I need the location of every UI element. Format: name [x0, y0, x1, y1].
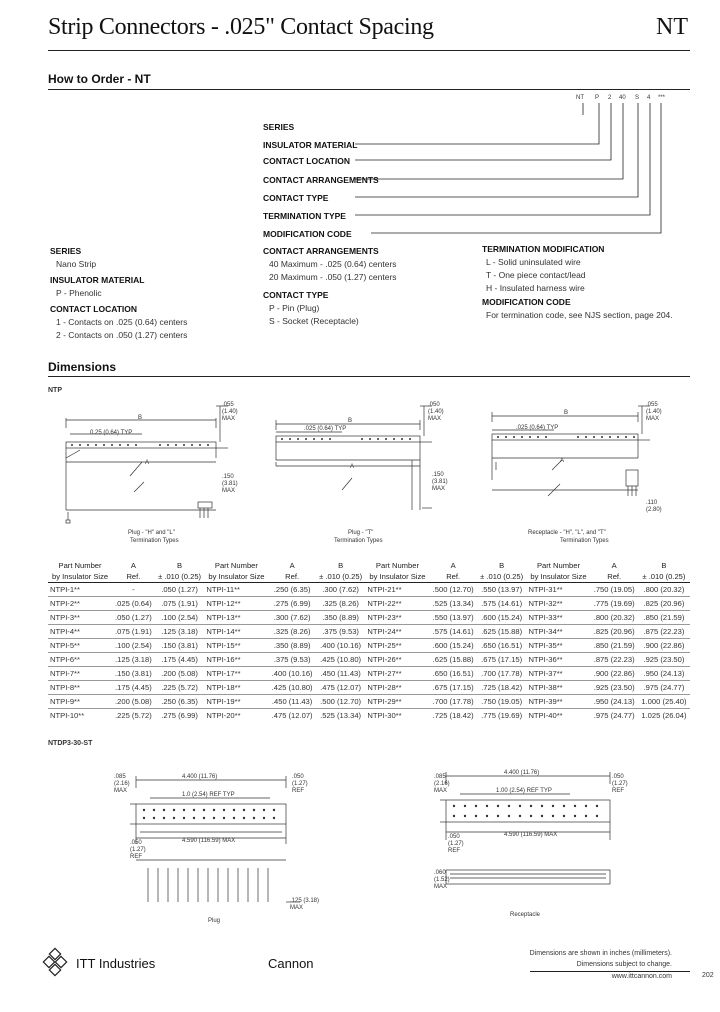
plug-hl-side: .150 (3.81) MAX: [222, 474, 238, 494]
table-cell: .900 (22.86): [591, 667, 638, 681]
itt-logo-icon: [42, 948, 72, 978]
plug-hl-caption-2: Termination Types: [130, 538, 179, 544]
title-rule: [48, 50, 690, 51]
table-cell: .750 (19.05): [591, 583, 638, 597]
table-cell: .725 (18.42): [429, 709, 476, 723]
table-cell: .300 (7.62): [316, 583, 366, 597]
table-cell: .675 (17.15): [429, 681, 476, 695]
ntdp-plug-pitch: 1.0 (2.54) REF TYP: [182, 792, 235, 798]
table-cell: NTPI-24**: [365, 625, 429, 639]
ntdp-receptacle-caption: Receptacle: [510, 912, 541, 918]
table-cell: .200 (5.08): [155, 667, 205, 681]
table-cell: .575 (14.61): [429, 625, 476, 639]
table-row: [48, 709, 690, 723]
footer-url[interactable]: www.ittcannon.com: [611, 973, 672, 980]
table-cell: .100 (2.54): [155, 611, 205, 625]
table-cell: NTPI-6**: [48, 653, 112, 667]
table-cell: NTPI-34**: [526, 625, 590, 639]
table-cell: NTPI-19**: [204, 695, 268, 709]
table-cell: .025 (0.64): [112, 597, 155, 611]
table-row: [48, 597, 690, 611]
table-cell: NTPI-11**: [204, 583, 268, 597]
plug-hl-drawing: [60, 400, 240, 548]
footer-note-2: Dimensions subject to change.: [576, 961, 672, 968]
table-cell: NTPI-28**: [365, 681, 429, 695]
order-right-column: [482, 244, 692, 320]
plug-hl-caption-1: Plug - "H" and "L": [128, 530, 175, 536]
ntdp-plug-drawing: [110, 760, 340, 930]
series-code: NT: [656, 14, 688, 40]
contact-type-heading: CONTACT TYPE: [263, 290, 329, 300]
table-cell: NTPI-9**: [48, 695, 112, 709]
table-cell: NTPI-3**: [48, 611, 112, 625]
dimensions-heading: Dimensions: [48, 360, 117, 374]
ntp-label: NTP: [48, 387, 62, 394]
plug-t-caption-1: Plug - "T": [348, 530, 374, 536]
table-cell: .150 (3.81): [112, 667, 155, 681]
series-value: Nano Strip: [56, 259, 97, 269]
table-cell: .325 (8.26): [316, 597, 366, 611]
insulator-value: P - Phenolic: [56, 288, 102, 298]
ntdp-plug-caption: Plug: [208, 918, 221, 924]
table-cell: NTPI-29**: [365, 695, 429, 709]
table-cell: .550 (13.97): [477, 583, 527, 597]
table-cell: NTPI-7**: [48, 667, 112, 681]
table-cell: .850 (21.59): [638, 611, 690, 625]
plug-t-height: .050 (1.40) MAX: [428, 402, 444, 422]
col-header: Part Number by Insulator Size: [48, 560, 112, 583]
modification-code-note: For termination code, see NJS section, page 204.: [486, 310, 673, 320]
ntdp-receptacle-max-len: 4.590 (116.59) MAX: [504, 832, 558, 838]
code-part-arrangement: 40: [619, 95, 626, 101]
table-cell: NTPI-14**: [204, 625, 268, 639]
col-header: Part Number by Insulator Size: [204, 560, 268, 583]
table-cell: .100 (2.54): [112, 639, 155, 653]
table-cell: .950 (24.13): [638, 667, 690, 681]
table-cell: NTPI-1**: [48, 583, 112, 597]
table-cell: NTPI-16**: [204, 653, 268, 667]
table-cell: .525 (13.34): [429, 597, 476, 611]
table-cell: NTPI-10**: [48, 709, 112, 723]
table-cell: .650 (16.51): [429, 667, 476, 681]
ntdp-receptacle-drawing: [420, 760, 650, 930]
arrangements-heading: CONTACT ARRANGEMENTS: [263, 246, 379, 256]
location-option-2: 2 - Contacts on .050 (1.27) centers: [56, 330, 188, 340]
plug-hl-b-label: B: [138, 415, 143, 421]
table-cell: .450 (11.43): [268, 695, 315, 709]
col-header: A Ref.: [268, 560, 315, 583]
table-cell: .750 (19.05): [477, 695, 527, 709]
table-cell: NTPI-20**: [204, 709, 268, 723]
table-cell: .500 (12.70): [316, 695, 366, 709]
table-cell: .900 (22.86): [638, 639, 690, 653]
order-label-insulator: INSULATOR MATERIAL: [263, 140, 358, 150]
page-number: 202: [702, 972, 714, 979]
order-left-column: [50, 246, 260, 340]
table-cell: .425 (10.80): [268, 681, 315, 695]
plug-hl-a-label: A: [145, 460, 150, 466]
code-part-material: P: [595, 95, 600, 101]
code-part-nt: NT: [576, 95, 584, 101]
table-cell: .075 (1.91): [155, 597, 205, 611]
how-to-order-heading: How to Order - NT: [48, 72, 151, 86]
drawing-plug-t: [272, 400, 462, 548]
table-cell: .725 (18.42): [477, 681, 527, 695]
code-part-contact-type: S: [635, 95, 640, 101]
termination-mod-heading: TERMINATION MODIFICATION: [482, 244, 605, 254]
footer-rule: [530, 971, 690, 972]
table-cell: .125 (3.18): [155, 625, 205, 639]
table-cell: NTPI-21**: [365, 583, 429, 597]
brand-name: ITT Industries: [76, 956, 156, 971]
ntdp-receptacle-pitch: 1.00 (2.54) REF TYP: [496, 788, 552, 794]
receptacle-caption-2: Termination Types: [560, 538, 609, 544]
order-rule: [48, 89, 690, 90]
table-cell: .250 (6.35): [268, 583, 315, 597]
table-cell: .175 (4.45): [112, 681, 155, 695]
ntdp-plug-left-dim: .085 (2.16) MAX: [114, 774, 130, 794]
series-heading: SERIES: [50, 246, 82, 256]
termination-mod-option-2: T - One piece contact/lead: [486, 270, 586, 280]
order-label-location: CONTACT LOCATION: [263, 156, 351, 166]
cannon-brand: Cannon: [268, 956, 314, 971]
table-cell: .350 (8.89): [268, 639, 315, 653]
table-cell: .800 (20.32): [638, 583, 690, 597]
table-row: [48, 625, 690, 639]
col-header: A Ref.: [112, 560, 155, 583]
receptacle-caption-1: Receptacle - "H", "L", and "T": [528, 530, 606, 536]
ntdp-plug-right-dim: .050 (1.27) REF: [292, 774, 308, 794]
table-cell: NTPI-5**: [48, 639, 112, 653]
table-cell: .475 (12.07): [268, 709, 315, 723]
ntdp-receptacle-right-dim: .050 (1.27) REF: [612, 774, 628, 794]
table-cell: .150 (3.81): [155, 639, 205, 653]
table-cell: .525 (13.34): [316, 709, 366, 723]
table-cell: NTPI-39**: [526, 695, 590, 709]
plug-t-pitch: .025 (0.64) TYP: [304, 426, 347, 432]
table-cell: .600 (15.24): [477, 611, 527, 625]
table-cell: .975 (24.77): [591, 709, 638, 723]
table-row: [48, 667, 690, 681]
table-cell: .325 (8.26): [268, 625, 315, 639]
table-row: [48, 681, 690, 695]
col-header: B ± .010 (0.25): [477, 560, 527, 583]
table-cell: .500 (12.70): [429, 583, 476, 597]
table-row: [48, 639, 690, 653]
table-cell: NTPI-36**: [526, 653, 590, 667]
plug-t-b-label: B: [348, 418, 353, 424]
insulator-heading: INSULATOR MATERIAL: [50, 275, 145, 285]
table-cell: .650 (16.51): [477, 639, 527, 653]
ntdp-label: NTDP3-30-ST: [48, 740, 93, 747]
code-part-termination: 4: [647, 95, 651, 101]
table-row: [48, 695, 690, 709]
table-cell: NTPI-31**: [526, 583, 590, 597]
order-label-termination: TERMINATION TYPE: [263, 211, 346, 221]
table-cell: .775 (19.69): [591, 597, 638, 611]
table-cell: NTPI-33**: [526, 611, 590, 625]
order-code-diagram: [263, 95, 693, 245]
plug-hl-pitch: 0.25 (0.64) TYP: [90, 430, 133, 436]
table-cell: .875 (22.23): [638, 625, 690, 639]
table-cell: .600 (15.24): [429, 639, 476, 653]
table-cell: .775 (19.69): [477, 709, 527, 723]
table-cell: 1.025 (26.04): [638, 709, 690, 723]
order-middle-column: [263, 246, 473, 326]
table-cell: NTPI-32**: [526, 597, 590, 611]
order-label-arrangements: CONTACT ARRANGEMENTS: [263, 175, 379, 185]
drawing-plug-hl: [60, 400, 240, 548]
table-cell: .375 (9.53): [316, 625, 366, 639]
col-header: Part Number by Insulator Size: [365, 560, 429, 583]
order-label-modification: MODIFICATION CODE: [263, 229, 352, 239]
receptacle-side: .110 (2.80): [646, 500, 662, 513]
receptacle-height: .055 (1.40) MAX: [646, 402, 662, 422]
table-cell: .400 (10.16): [268, 667, 315, 681]
table-cell: 1.000 (25.40): [638, 695, 690, 709]
order-leader-lines: [263, 95, 693, 245]
table-cell: .975 (24.77): [638, 681, 690, 695]
col-header: B ± .010 (0.25): [638, 560, 690, 583]
table-cell: .075 (1.91): [112, 625, 155, 639]
table-cell: NTPI-2**: [48, 597, 112, 611]
ntdp-receptacle-left-dim: .085 (2.16) MAX: [434, 774, 450, 794]
col-header: A Ref.: [591, 560, 638, 583]
table-cell: NTPI-22**: [365, 597, 429, 611]
table-cell: .300 (7.62): [268, 611, 315, 625]
table-cell: .050 (1.27): [112, 611, 155, 625]
ntdp-plug-max-len: 4.590 (116.59) MAX: [182, 838, 236, 844]
table-cell: .425 (10.80): [316, 653, 366, 667]
ntdp-plug-overall: 4.400 (11.76): [182, 774, 218, 780]
col-header: Part Number by Insulator Size: [526, 560, 590, 583]
arrangement-option-1: 40 Maximum - .025 (0.64) centers: [269, 259, 397, 269]
table-cell: .925 (23.50): [638, 653, 690, 667]
table-row: [48, 611, 690, 625]
table-cell: .175 (4.45): [155, 653, 205, 667]
table-cell: .275 (6.99): [155, 709, 205, 723]
termination-mod-option-3: H - Insulated harness wire: [486, 283, 585, 293]
table-cell: NTPI-23**: [365, 611, 429, 625]
table-cell: .825 (20.96): [638, 597, 690, 611]
table-cell: .950 (24.13): [591, 695, 638, 709]
itt-logo: [42, 948, 72, 978]
modification-code-heading: MODIFICATION CODE: [482, 297, 571, 307]
table-cell: NTPI-13**: [204, 611, 268, 625]
dimensions-rule: [48, 376, 690, 377]
table-cell: NTPI-17**: [204, 667, 268, 681]
col-header: B ± .010 (0.25): [155, 560, 205, 583]
table-cell: .200 (5.08): [112, 695, 155, 709]
receptacle-pitch: .025 (0.64) TYP: [516, 425, 559, 431]
code-part-modification: ***: [658, 95, 666, 101]
table-cell: .625 (15.88): [429, 653, 476, 667]
table-cell: .675 (17.15): [477, 653, 527, 667]
table-cell: NTPI-4**: [48, 625, 112, 639]
table-cell: .400 (10.16): [316, 639, 366, 653]
table-cell: .125 (3.18): [112, 653, 155, 667]
table-row: [48, 583, 690, 597]
col-header: B ± .010 (0.25): [316, 560, 366, 583]
plug-t-caption-2: Termination Types: [334, 538, 383, 544]
table-cell: .250 (6.35): [155, 695, 205, 709]
contact-type-option-1: P - Pin (Plug): [269, 303, 320, 313]
table-cell: .050 (1.27): [155, 583, 205, 597]
termination-mod-option-1: L - Solid uninsulated wire: [486, 257, 581, 267]
table-cell: NTPI-37**: [526, 667, 590, 681]
table-cell: .225 (5.72): [112, 709, 155, 723]
ntdp-receptacle-bottom-left: .050 (1.27) REF: [448, 834, 464, 854]
table-cell: .275 (6.99): [268, 597, 315, 611]
table-cell: .800 (20.32): [591, 611, 638, 625]
col-header: A Ref.: [429, 560, 476, 583]
contact-type-option-2: S - Socket (Receptacle): [269, 316, 359, 326]
receptacle-b-label: B: [564, 410, 569, 416]
table-row: [48, 653, 690, 667]
table-cell: NTPI-30**: [365, 709, 429, 723]
table-cell: NTPI-8**: [48, 681, 112, 695]
table-cell: NTPI-25**: [365, 639, 429, 653]
page-title: Strip Connectors - .025" Contact Spacing: [48, 14, 434, 40]
table-cell: .225 (5.72): [155, 681, 205, 695]
table-cell: .550 (13.97): [429, 611, 476, 625]
table-cell: NTPI-40**: [526, 709, 590, 723]
plug-hl-height: .055 (1.40) MAX: [222, 402, 238, 422]
table-cell: NTPI-27**: [365, 667, 429, 681]
table-cell: .450 (11.43): [316, 667, 366, 681]
table-cell: .850 (21.59): [591, 639, 638, 653]
footer-note-1: Dimensions are shown in inches (millimeters).: [529, 950, 672, 957]
table-cell: -: [112, 583, 155, 597]
location-option-1: 1 - Contacts on .025 (0.64) centers: [56, 317, 188, 327]
table-cell: NTPI-35**: [526, 639, 590, 653]
part-number-table: [48, 560, 690, 722]
drawing-receptacle: [488, 400, 678, 548]
table-cell: NTPI-38**: [526, 681, 590, 695]
table-cell: .700 (17.78): [429, 695, 476, 709]
receptacle-a-label: A: [560, 458, 565, 464]
table-cell: .925 (23.50): [591, 681, 638, 695]
table-cell: NTPI-15**: [204, 639, 268, 653]
table-cell: NTPI-12**: [204, 597, 268, 611]
table-header-row: [48, 560, 690, 583]
table-cell: .475 (12.07): [316, 681, 366, 695]
table-cell: NTPI-26**: [365, 653, 429, 667]
table-cell: NTPI-18**: [204, 681, 268, 695]
ntdp-receptacle-overall: 4.400 (11.76): [504, 770, 540, 776]
ntdp-plug-bottom-left: .050 (1.27) REF: [130, 840, 146, 860]
ntdp-plug-tail: .125 (3.18) MAX: [290, 898, 320, 911]
table-cell: .375 (9.53): [268, 653, 315, 667]
table-cell: .700 (17.78): [477, 667, 527, 681]
arrangement-option-2: 20 Maximum - .050 (1.27) centers: [269, 272, 397, 282]
table-body: [48, 583, 690, 723]
plug-t-a-label: A: [350, 464, 355, 470]
table-cell: .350 (8.89): [316, 611, 366, 625]
table-cell: .875 (22.23): [591, 653, 638, 667]
ntdp-receptacle-side: .060 (1.52) MAX: [434, 870, 450, 890]
plug-t-side: .150 (3.81) MAX: [432, 472, 448, 492]
order-label-series: SERIES: [263, 122, 295, 132]
table-cell: .825 (20.96): [591, 625, 638, 639]
location-heading: CONTACT LOCATION: [50, 304, 138, 314]
table-cell: .625 (15.88): [477, 625, 527, 639]
code-part-location: 2: [608, 95, 612, 101]
order-label-contact-type: CONTACT TYPE: [263, 193, 329, 203]
table-cell: .575 (14.61): [477, 597, 527, 611]
